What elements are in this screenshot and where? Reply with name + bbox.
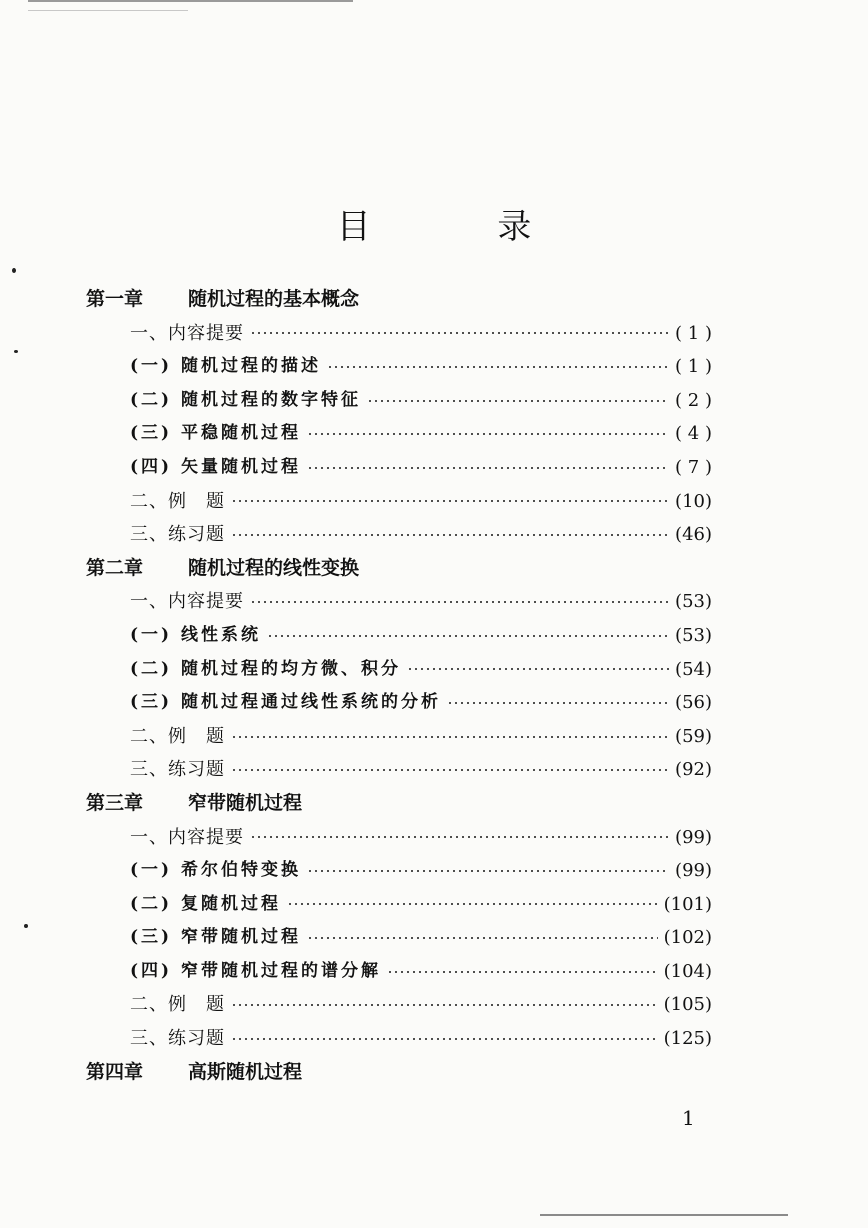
- chapter-number: 第一章: [86, 288, 144, 310]
- toc-entry[interactable]: [0, 686, 868, 720]
- toc-entry-page: (10): [675, 490, 712, 512]
- dot-leader: [307, 433, 669, 435]
- toc-entry-label: (二) 复随机过程: [130, 893, 282, 914]
- chapter-heading[interactable]: [0, 283, 868, 317]
- toc-entry[interactable]: [0, 518, 868, 552]
- dot-leader: [231, 769, 669, 771]
- dot-leader: [307, 870, 669, 872]
- toc-entry[interactable]: [0, 854, 868, 888]
- dot-leader: [367, 400, 669, 402]
- scan-edge-bottom: [540, 1214, 788, 1216]
- toc-entry[interactable]: [0, 350, 868, 384]
- toc-entry-label: 三、练习题: [130, 1028, 225, 1050]
- toc-entry-label: 二、例 题: [130, 994, 225, 1016]
- chapter-heading[interactable]: [0, 1056, 868, 1090]
- table-of-contents: [0, 283, 868, 1089]
- dot-leader: [231, 500, 669, 502]
- toc-entry-label: (二) 随机过程的均方微、积分: [130, 658, 402, 679]
- scan-speck: [12, 268, 16, 273]
- toc-entry-page: (59): [675, 725, 712, 747]
- toc-entry[interactable]: [0, 485, 868, 519]
- toc-entry-page: ( 1 ): [675, 356, 712, 378]
- toc-entry-label: 一、内容提要: [130, 826, 244, 848]
- chapter-title: 随机过程的线性变换: [188, 556, 360, 579]
- toc-entry-page: (104): [663, 960, 712, 982]
- toc-entry[interactable]: [0, 619, 868, 653]
- toc-entry-label: (一) 线性系统: [130, 624, 262, 645]
- toc-entry-page: ( 2 ): [675, 389, 712, 411]
- toc-entry[interactable]: [0, 585, 868, 619]
- toc-entry[interactable]: [0, 720, 868, 754]
- page-number: 1: [682, 1106, 695, 1130]
- toc-entry-label: (三) 随机过程通过线性系统的分析: [130, 692, 442, 713]
- toc-entry-label: 一、内容提要: [130, 322, 244, 344]
- chapter-number: 第二章: [86, 556, 144, 579]
- toc-entry-page: (105): [663, 994, 712, 1016]
- toc-entry[interactable]: [0, 821, 868, 855]
- toc-entry[interactable]: [0, 317, 868, 351]
- toc-entry-page: ( 4 ): [675, 423, 712, 445]
- toc-entry-label: 三、练习题: [130, 524, 225, 546]
- toc-entry[interactable]: [0, 451, 868, 485]
- chapter-title: 高斯随机过程: [188, 1060, 303, 1083]
- toc-entry-page: (46): [675, 524, 712, 546]
- toc-entry-page: (99): [675, 826, 712, 848]
- toc-entry[interactable]: [0, 1022, 868, 1056]
- dot-leader: [327, 366, 669, 368]
- chapter-number: 第四章: [86, 1060, 144, 1083]
- toc-entry-label: (二) 随机过程的数字特征: [130, 389, 362, 410]
- toc-entry[interactable]: [0, 653, 868, 687]
- toc-entry[interactable]: [0, 921, 868, 955]
- toc-entry-label: (四) 窄带随机过程的谱分解: [130, 960, 382, 981]
- dot-leader: [407, 668, 669, 670]
- chapter-heading[interactable]: [0, 787, 868, 821]
- dot-leader: [307, 467, 669, 469]
- dot-leader: [231, 1038, 658, 1040]
- toc-entry-page: (92): [675, 759, 712, 781]
- dot-leader: [231, 1004, 658, 1006]
- toc-entry[interactable]: [0, 384, 868, 418]
- toc-entry-page: (99): [675, 860, 712, 882]
- chapter-title: 窄带随机过程: [188, 791, 303, 814]
- toc-entry[interactable]: [0, 888, 868, 922]
- dot-leader: [447, 702, 669, 704]
- toc-entry-label: (三) 平稳随机过程: [130, 423, 302, 444]
- toc-entry-label: (四) 矢量随机过程: [130, 456, 302, 477]
- toc-entry-page: ( 1 ): [675, 322, 712, 344]
- toc-entry-label: 一、内容提要: [130, 591, 244, 613]
- dot-leader: [250, 601, 669, 603]
- scan-edge-top: [28, 0, 353, 2]
- dot-leader: [231, 736, 669, 738]
- toc-entry-label: 三、练习题: [130, 759, 225, 781]
- toc-entry[interactable]: [0, 753, 868, 787]
- toc-entry-label: 二、例 题: [130, 490, 225, 512]
- page-title: 目 录: [336, 207, 590, 247]
- chapter-title: 随机过程的基本概念: [188, 288, 360, 310]
- dot-leader: [307, 937, 658, 939]
- toc-entry-label: (三) 窄带随机过程: [130, 927, 302, 948]
- toc-entry-page: (53): [675, 624, 712, 646]
- toc-entry[interactable]: [0, 988, 868, 1022]
- toc-entry-page: (102): [663, 927, 712, 949]
- toc-entry-label: (一) 随机过程的描述: [130, 356, 322, 377]
- dot-leader: [287, 903, 658, 905]
- toc-entry-label: 二、例 题: [130, 725, 225, 747]
- chapter-number: 第三章: [86, 791, 144, 814]
- toc-entry-page: (53): [675, 591, 712, 613]
- toc-entry-label: (一) 希尔伯特变换: [130, 860, 302, 881]
- toc-entry-page: (101): [663, 893, 712, 915]
- dot-leader: [267, 635, 669, 637]
- toc-entry-page: ( 7 ): [675, 456, 712, 478]
- chapter-heading[interactable]: [0, 552, 868, 586]
- dot-leader: [231, 534, 669, 536]
- dot-leader: [250, 836, 669, 838]
- toc-entry[interactable]: [0, 417, 868, 451]
- dot-leader: [387, 971, 658, 973]
- scan-edge-top-faint: [28, 10, 188, 11]
- toc-entry[interactable]: [0, 955, 868, 989]
- dot-leader: [250, 332, 669, 334]
- toc-entry-page: (54): [675, 658, 712, 680]
- toc-entry-page: (125): [663, 1028, 712, 1050]
- toc-entry-page: (56): [675, 692, 712, 714]
